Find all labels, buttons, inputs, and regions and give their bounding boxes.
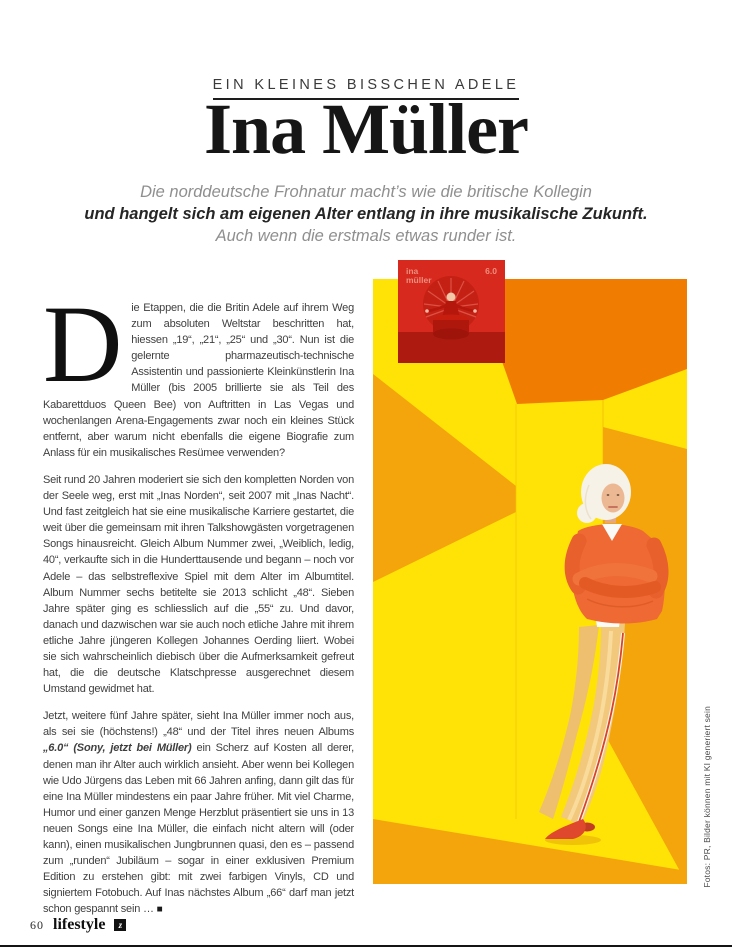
standfirst-line-2: und hangelt sich am eigenen Alter entlang in ihre musikalische Zukunft. [84, 205, 648, 223]
photo-credit: Fotos: PR, Bilder können mit KI generiert sein [702, 706, 712, 888]
room-illustration [373, 279, 687, 884]
album-cover-art [398, 260, 505, 363]
album-title-mention: „6.0“ (Sony, jetzt bei Müller) [43, 742, 192, 755]
magazine-logo-glyph: z [118, 919, 123, 930]
figure-hand-right [473, 309, 477, 313]
album-cover [398, 260, 505, 363]
paragraph-2-text: Seit rund 20 Jahren moderiert sie sich den kompletten Norden von der Seele weg, erst mit „Inas Norden“, seit 2007 mit „Inas Nacht“. Und fast zeitgleich hat sie eine musikalische Karriere gestartet, die weit über die gemeinsam mit ihren Talkshowgästen vorgetragenen Songs hinausreicht. Gleich Album Nummer zwei, „Weiblich, ledig, 40“, verkaufte sich in die Hunderttausende und begann – noch vor Adele – das selbstreflexive Spiel mit dem Alter im Albumtitel. Album Nummer sechs betitelte sie 2013 schlicht „48“. Sieben Jahre später ging es schliesslich auf die „55“ zu. Und davor, danach und dazwischen war sie auch noch etliche Jahre mit ihrem etliche Jahre jüngeren Kollegen Johannes Oerding liiert. Wobei sie sich wahrscheinlich diebisch über die Aufmerksamkeit gefreut hat, die die deutsche Klatschpresse ausgerechnet diesem Umstand gewidmet hat. [43, 473, 354, 696]
section-name: lifestyle [53, 916, 106, 933]
standfirst-line-1: Die norddeutsche Frohnatur macht’s wie die britische Kollegin [140, 183, 592, 201]
standfirst [0, 181, 732, 247]
face [602, 484, 625, 513]
article-body [43, 283, 355, 929]
page-number: 60 [30, 917, 44, 932]
paragraph-2 [43, 472, 354, 697]
figure-hand-left [425, 309, 429, 313]
page-bottom-rule [0, 945, 732, 947]
right-eye [617, 494, 620, 496]
magazine-logo-icon [114, 919, 126, 931]
page-footer [30, 916, 126, 934]
paragraph-1-text: ie Etappen, die die Britin Adele auf ihrem Weg zum absoluten Weltstar beschritten hat, hiessen „19“, „21“, „25“ und „30“. Nun ist die gelernte pharmazeutisch-technische Assistentin und passionierte Kleinkünstlerin Ina Müller (bis 2005 brillierte sie als Teil des Kabarettduos Queen Bee) von Auftritten in Las Vegas und wochenlangen Arena-Engagements zwar noch ein kleines Stück entfernt, aber warum nicht ebenfalls die eigene Biografie zum Anlass für ein musikalisches Resümee verwenden? [43, 302, 354, 459]
left-eye [607, 494, 610, 496]
drop-cap: D [43, 283, 123, 405]
album-title: 6.0 [485, 266, 497, 276]
album-artist-line2: müller [406, 275, 432, 285]
kicker: EIN KLEINES BISSCHEN ADELE [213, 77, 520, 100]
paragraph-3-post: ein Scherz auf Kosten all derer, denen man ihr Alter auch wirklich ansieht. Aber wenn bei Kollegen wie Udo Jürgens das Leben mit 66 Jahren anfing, dann gilt das für eine Ina Müller mindestens ein paar Jahre früher. Mit viel Charme, Humor und einer ganzen Menge Herzblut präsentiert sie uns in 13 neuen Songs eine Ina Müller, die einfach nicht altern will (oder kann), einen musikalischen Jungbrunnen quasi, den es – passend zum „runden“ Jubiläum – sogar in einer exklusiven Premium Edition zu erstehen gibt: mit zwei farbigen Vinyls, CD und signiertem Fotobuch. Auf Inas nächstes Album „66“ darf man jetzt schon gespannt sein … [43, 742, 355, 916]
paragraph-1 [43, 283, 354, 461]
end-mark: ■ [156, 904, 163, 916]
page-title: Ina Müller [204, 89, 528, 169]
paragraph-3 [43, 708, 354, 918]
photo-ina-mueller [373, 279, 687, 884]
paragraph-3-pre: Jetzt, weitere fünf Jahre später, sieht Ina Müller immer noch aus, als sei sie (höchstens!) „48“ und der Titel ihres neuen Albums [43, 710, 354, 739]
pedestal-bottom [433, 329, 469, 340]
standfirst-line-3: Auch wenn die erstmals etwas runder ist. [215, 227, 517, 245]
album-artist-line1: ina [406, 266, 419, 276]
figure-head [447, 293, 456, 302]
